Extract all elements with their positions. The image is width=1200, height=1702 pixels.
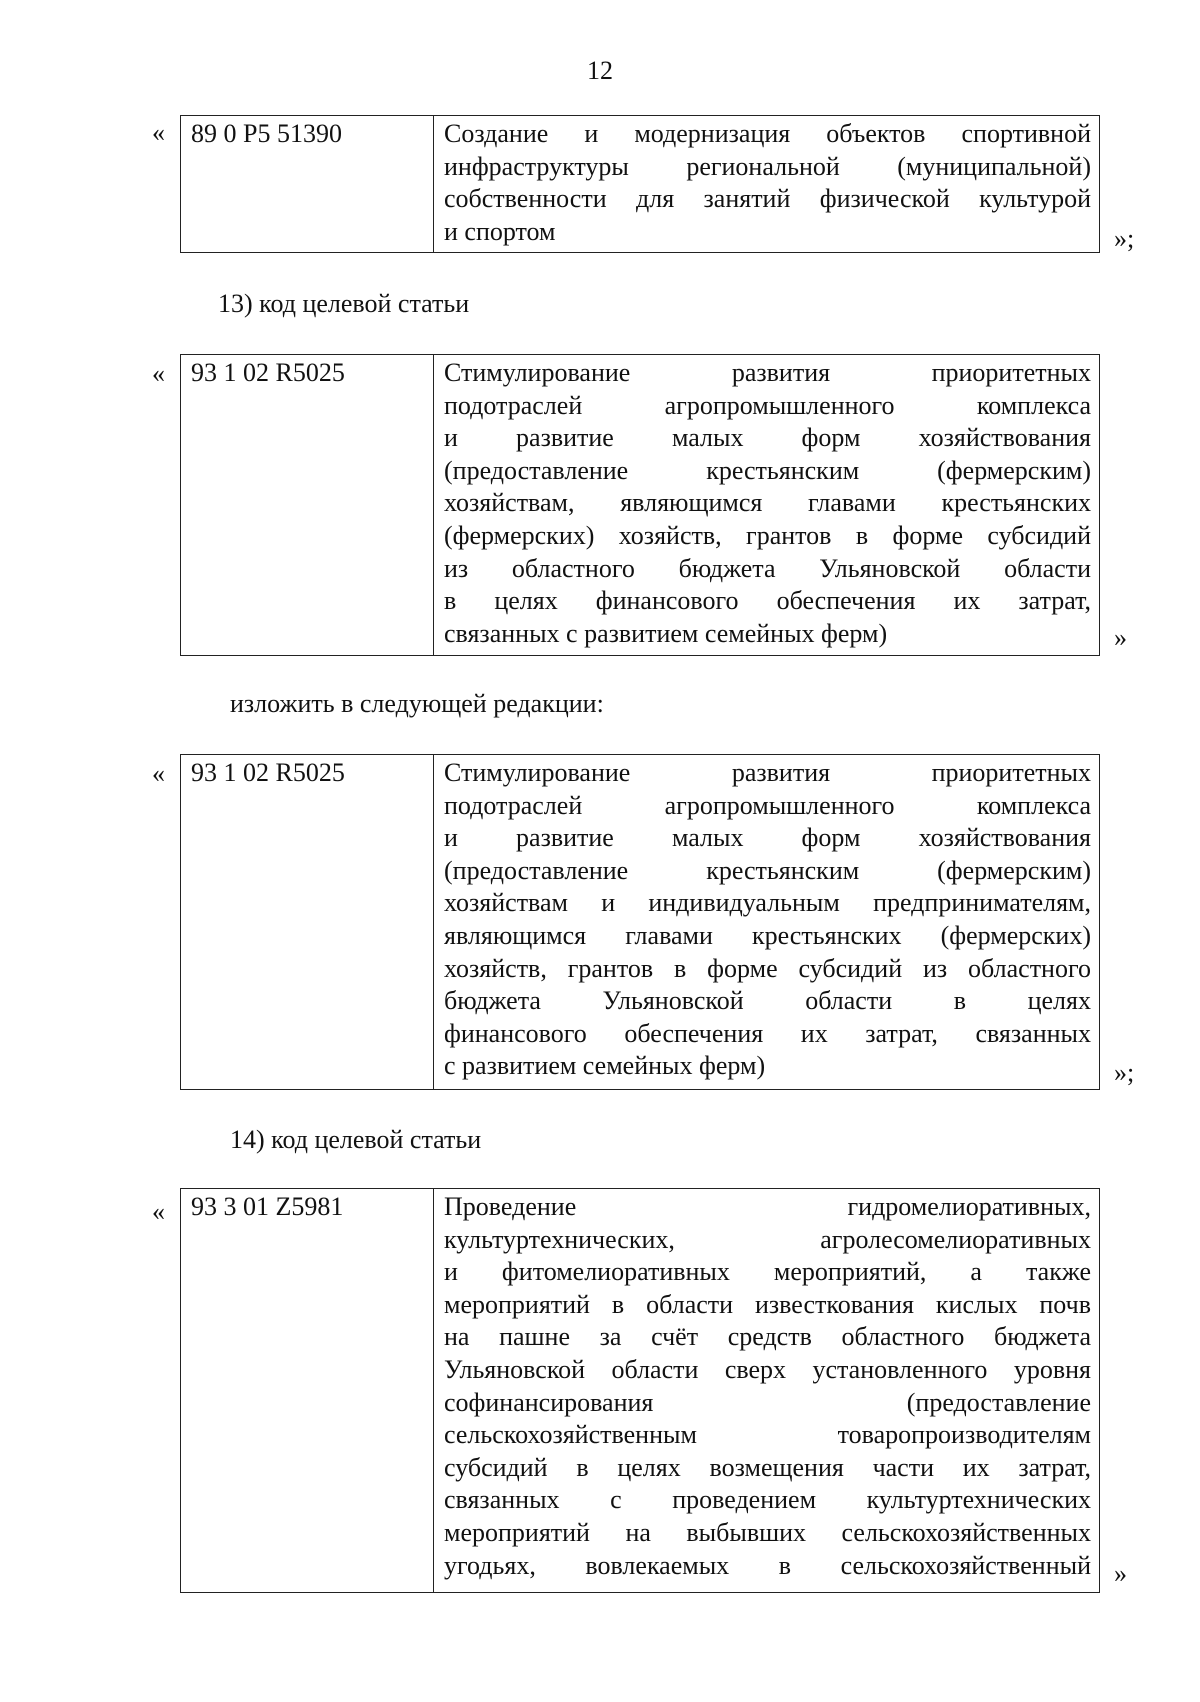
code-table-4 xyxy=(180,1188,1100,1593)
close-quote: » xyxy=(1114,623,1127,652)
description-line: собственности для занятий физической культурой xyxy=(444,184,1091,214)
close-quote: »; xyxy=(1114,224,1135,253)
description-line: инфраструктуры региональной (муниципальной) xyxy=(444,151,1091,181)
paragraph-13: 13) код целевой статьи xyxy=(218,289,470,318)
description-line: софинансирования (предоставление xyxy=(444,1387,1091,1417)
close-quote: »; xyxy=(1114,1058,1135,1087)
description-cell xyxy=(434,116,1099,252)
code-table-1 xyxy=(180,115,1100,253)
code-cell: 93 3 01 Z5981 xyxy=(181,1189,434,1592)
description-line: с развитием семейных ферм) xyxy=(444,1051,766,1081)
code-cell: 93 1 02 R5025 xyxy=(181,355,434,655)
description-line: Стимулирование развития приоритетных xyxy=(444,358,1091,387)
description-line: сельскохозяйственным товаропроизводителям xyxy=(444,1420,1091,1450)
description-line: угодьях, вовлекаемых в сельскохозяйственный xyxy=(444,1550,1091,1580)
description-line: и фитомелиоративных мероприятий, а также xyxy=(444,1257,1091,1287)
description-line: (предоставление крестьянским (фермерским) xyxy=(444,855,1091,885)
description-line: Проведение гидромелиоративных, xyxy=(444,1192,1091,1221)
code-cell: 89 0 P5 51390 xyxy=(181,116,434,252)
description-line: являющимся главами крестьянских (фермерских) xyxy=(444,920,1091,950)
description-line: Ульяновской области сверх установленного уровня xyxy=(444,1354,1091,1384)
description-line: в целях финансового обеспечения их затрат, xyxy=(444,586,1091,616)
description-line: финансового обеспечения их затрат, связанных xyxy=(444,1018,1091,1048)
description-cell xyxy=(434,1189,1099,1592)
open-quote: « xyxy=(152,759,165,788)
description-line: на пашне за счёт средств областного бюджета xyxy=(444,1322,1091,1352)
description-line: связанных с развитием семейных ферм) xyxy=(444,618,888,648)
description-line: культуртехнических, агролесомелиоративных xyxy=(444,1224,1091,1254)
code-cell: 93 1 02 R5025 xyxy=(181,755,434,1089)
open-quote: « xyxy=(152,1197,165,1226)
open-quote: « xyxy=(152,118,165,147)
description-line: хозяйствам и индивидуальным предпринимателям, xyxy=(444,888,1091,918)
code-table-2 xyxy=(180,354,1100,656)
description-line: хозяйств, грантов в форме субсидий из областного xyxy=(444,953,1091,983)
page-number: 12 xyxy=(587,56,613,85)
description-line: Стимулирование развития приоритетных xyxy=(444,758,1091,787)
code-table-3 xyxy=(180,754,1100,1090)
open-quote: « xyxy=(152,359,165,388)
description-line: мероприятий в области известкования кислых почв xyxy=(444,1289,1091,1319)
description-line: и спортом xyxy=(444,216,556,246)
description-line: подотраслей агропромышленного комплекса xyxy=(444,790,1091,820)
description-cell xyxy=(434,355,1099,655)
description-line: и развитие малых форм хозяйствования xyxy=(444,423,1091,453)
description-line: Создание и модернизация объектов спортивной xyxy=(444,119,1091,148)
description-cell xyxy=(434,755,1099,1089)
description-line: бюджета Ульяновской области в целях xyxy=(444,986,1091,1016)
description-line: из областного бюджета Ульяновской области xyxy=(444,553,1091,583)
description-line: хозяйствам, являющимся главами крестьянских xyxy=(444,488,1091,518)
description-line: (фермерских) хозяйств, грантов в форме субсидий xyxy=(444,520,1091,550)
description-line: и развитие малых форм хозяйствования xyxy=(444,823,1091,853)
close-quote: » xyxy=(1114,1559,1127,1588)
description-line: подотраслей агропромышленного комплекса xyxy=(444,390,1091,420)
description-line: мероприятий на выбывших сельскохозяйственных xyxy=(444,1517,1091,1547)
description-line: (предоставление крестьянским (фермерским) xyxy=(444,455,1091,485)
description-line: субсидий в целях возмещения части их затрат, xyxy=(444,1452,1091,1482)
paragraph-redaction: изложить в следующей редакции: xyxy=(230,689,604,718)
paragraph-14: 14) код целевой статьи xyxy=(230,1125,482,1154)
description-line: связанных с проведением культуртехнических xyxy=(444,1485,1091,1515)
